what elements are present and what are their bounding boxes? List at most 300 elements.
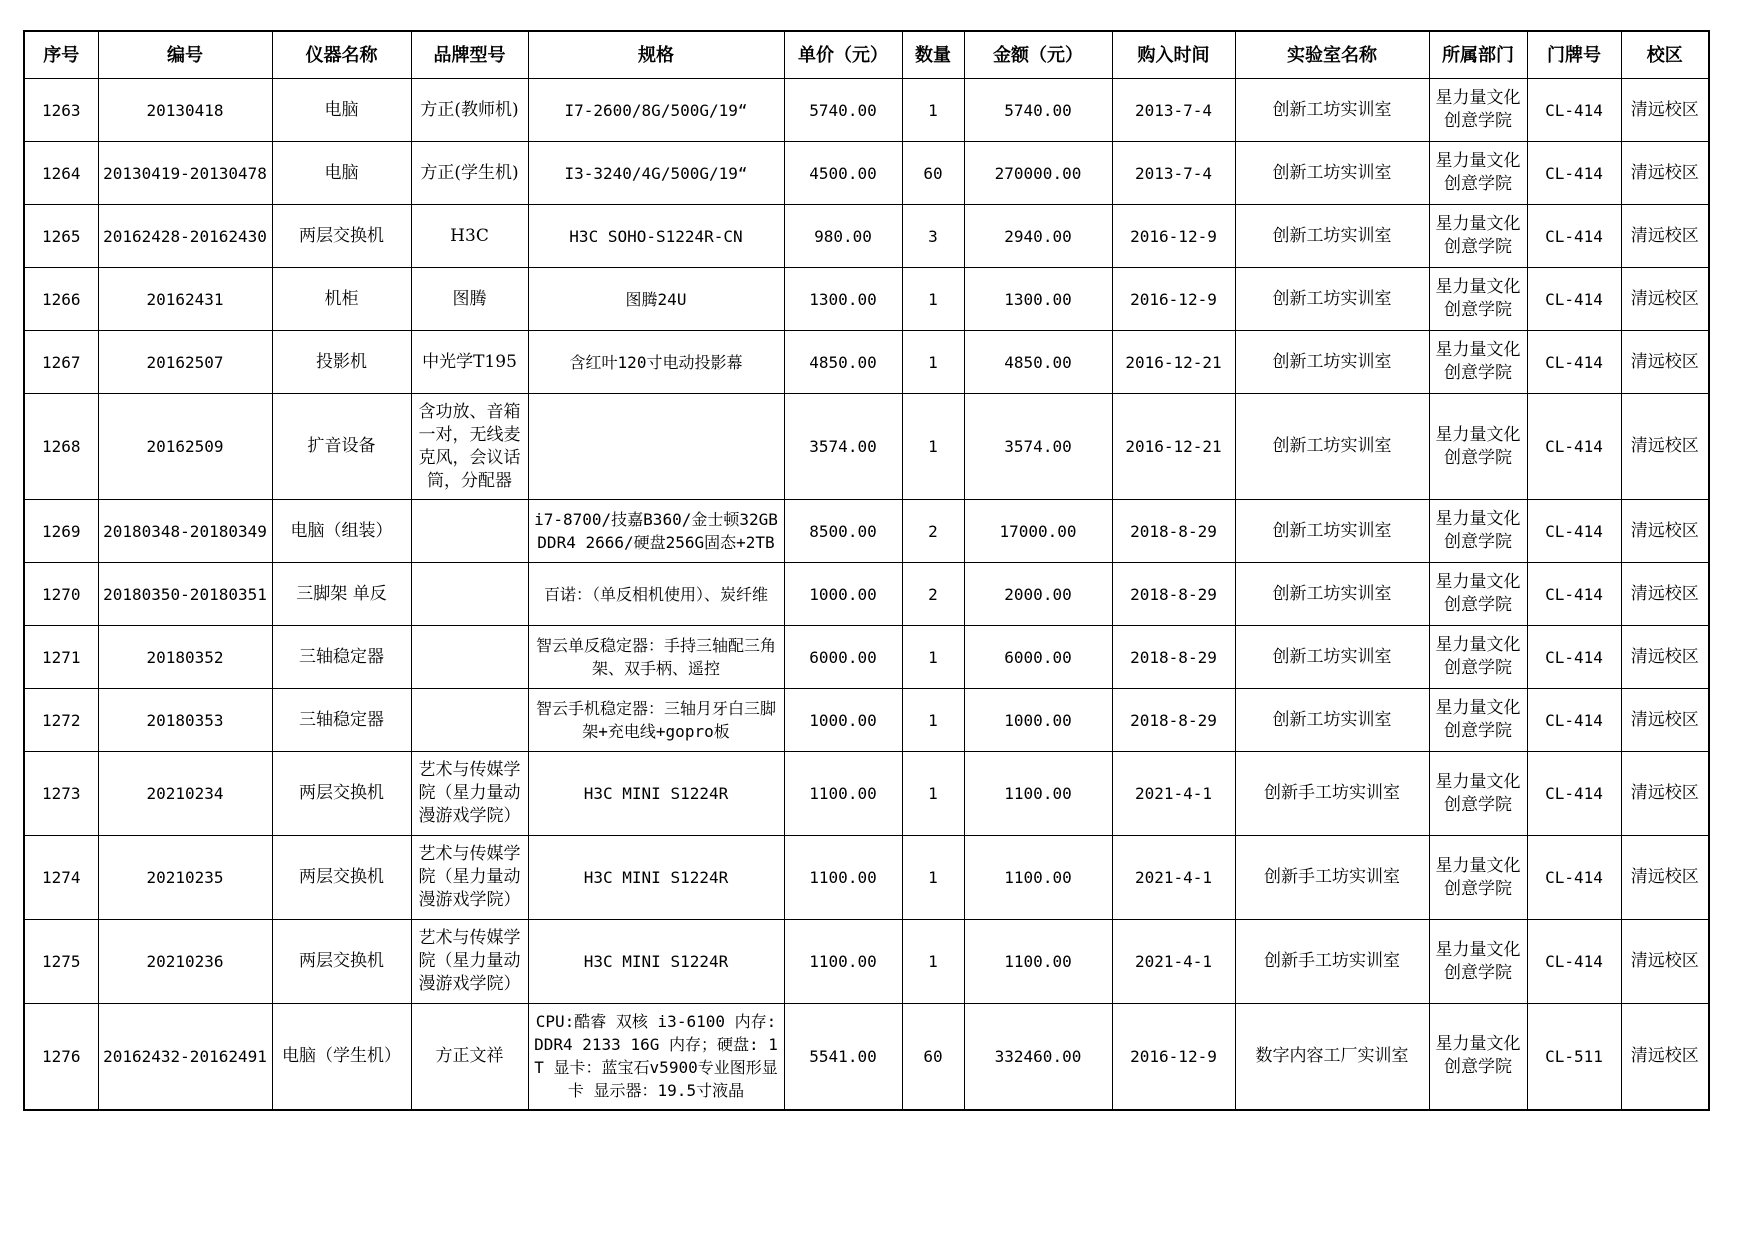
table-cell — [784, 142, 902, 205]
cell-text: 1100.00 — [809, 784, 877, 803]
table-row — [24, 79, 1709, 142]
table-cell — [528, 836, 784, 920]
header-cell: 实验室名称 — [1235, 31, 1429, 79]
table-cell — [1235, 1004, 1429, 1110]
cell-text: 创新工坊实训室 — [1272, 99, 1392, 120]
table-cell — [272, 500, 411, 563]
table-cell — [98, 920, 272, 1004]
table-cell — [528, 689, 784, 752]
cell-text: 20162432-20162491 — [103, 1046, 267, 1066]
table-cell — [1621, 563, 1709, 626]
table-cell — [1527, 205, 1621, 268]
cell-text: 星力量文化创意学院 — [1435, 424, 1521, 468]
cell-text: 60 — [923, 1046, 943, 1066]
table-cell — [902, 205, 964, 268]
cell-text: 1269 — [41, 521, 81, 541]
cell-text: CL-414 — [1545, 647, 1603, 667]
table-cell — [272, 689, 411, 752]
cell-text: 星力量文化创意学院 — [1435, 1034, 1521, 1078]
table-cell — [964, 205, 1112, 268]
table-cell — [24, 563, 98, 626]
table-row — [24, 563, 1709, 626]
cell-text: 创新工坊实训室 — [1272, 351, 1392, 372]
table-cell — [272, 331, 411, 394]
table-cell — [1235, 394, 1429, 500]
table-cell — [1235, 752, 1429, 836]
table-cell — [1112, 268, 1235, 331]
cell-text: 星力量文化创意学院 — [1435, 151, 1521, 194]
table-cell — [784, 563, 902, 626]
table-cell — [902, 920, 964, 1004]
cell-text: 含红叶120寸电动投影幕 — [569, 352, 743, 372]
table-cell — [98, 394, 272, 500]
table-cell — [1235, 205, 1429, 268]
table-cell — [1621, 626, 1709, 689]
cell-text: CL-414 — [1545, 584, 1603, 604]
cell-text: 星力量文化创意学院 — [1435, 855, 1521, 899]
table-cell — [1621, 142, 1709, 205]
cell-text: 2021-4-1 — [1134, 784, 1213, 803]
table-row — [24, 331, 1709, 394]
cell-text: 含功放、音箱一对，无线麦克风，会议话筒，分配器 — [418, 401, 521, 491]
table-cell — [98, 500, 272, 563]
equipment-table — [23, 30, 1710, 1111]
header-cell: 编号 — [98, 31, 272, 79]
table-cell — [1527, 142, 1621, 205]
cell-text: CPU:酷睿 双核 i3-6100 内存: DDR4 2133 16G 内存；硬盘: 1T 显卡：蓝宝石v5900专业图形显卡 显示器：19.5寸液晶 — [534, 1012, 778, 1101]
cell-text: 星力量文化创意学院 — [1435, 277, 1521, 320]
table-row — [24, 1004, 1709, 1110]
cell-text: 60 — [923, 163, 943, 183]
cell-text: 星力量文化创意学院 — [1435, 509, 1521, 552]
cell-text: 1272 — [41, 710, 81, 730]
table-cell — [24, 205, 98, 268]
table-cell — [1527, 79, 1621, 142]
table-cell — [902, 79, 964, 142]
cell-text: 6000.00 — [1004, 647, 1072, 667]
cell-text: 2016-12-9 — [1130, 289, 1217, 309]
cell-text: 创新手工坊实训室 — [1264, 867, 1400, 887]
table-cell — [1429, 268, 1527, 331]
cell-text: 1 — [928, 289, 938, 309]
table-cell — [1235, 331, 1429, 394]
cell-text: CL-414 — [1545, 437, 1603, 456]
cell-text: 创新手工坊实训室 — [1264, 783, 1400, 803]
table-cell — [411, 836, 528, 920]
table-cell — [1621, 689, 1709, 752]
table-row — [24, 752, 1709, 836]
cell-text: 4850.00 — [809, 352, 877, 372]
table-cell — [1527, 1004, 1621, 1110]
header-cell: 数量 — [902, 31, 964, 79]
cell-text: 1 — [928, 437, 938, 456]
table-cell — [272, 563, 411, 626]
table-cell — [784, 836, 902, 920]
table-cell — [1112, 689, 1235, 752]
cell-text: 三脚架 单反 — [296, 583, 387, 604]
table-cell — [1429, 626, 1527, 689]
cell-text: 清远校区 — [1630, 225, 1699, 246]
cell-text: 百诺：（单反相机使用）、炭纤维 — [543, 584, 768, 604]
cell-text: 1100.00 — [809, 868, 877, 887]
table-cell — [1621, 752, 1709, 836]
cell-text: 创新工坊实训室 — [1272, 288, 1392, 309]
cell-text: 清远校区 — [1630, 162, 1699, 183]
cell-text: 1273 — [41, 784, 81, 803]
cell-text: 2940.00 — [1004, 226, 1072, 246]
table-cell — [24, 920, 98, 1004]
table-cell — [1527, 626, 1621, 689]
table-cell — [24, 394, 98, 500]
cell-text: 2013-7-4 — [1134, 100, 1213, 120]
cell-text: 2013-7-4 — [1134, 163, 1213, 183]
table-cell — [964, 752, 1112, 836]
cell-text: 星力量文化创意学院 — [1435, 214, 1521, 257]
cell-text: 创新工坊实训室 — [1272, 520, 1392, 541]
cell-text: 20210236 — [146, 952, 224, 971]
table-cell — [1235, 689, 1429, 752]
cell-text: 清远校区 — [1630, 520, 1699, 541]
table-cell — [528, 268, 784, 331]
table-cell — [784, 268, 902, 331]
cell-text: 2018-8-29 — [1130, 584, 1217, 604]
cell-text: 1000.00 — [809, 584, 877, 604]
table-cell — [1112, 331, 1235, 394]
cell-text: 图腾24U — [625, 289, 687, 309]
table-cell — [528, 394, 784, 500]
cell-text: 2021-4-1 — [1134, 952, 1213, 971]
table-cell — [1429, 563, 1527, 626]
header-cell: 金额（元） — [964, 31, 1112, 79]
table-cell — [272, 142, 411, 205]
table-cell — [1112, 500, 1235, 563]
table-cell — [411, 626, 528, 689]
table-cell — [1429, 79, 1527, 142]
cell-text: 清远校区 — [1630, 867, 1699, 887]
cell-text: CL-414 — [1545, 163, 1603, 183]
table-cell — [98, 836, 272, 920]
cell-text: 1100.00 — [809, 952, 877, 971]
cell-text: 2016-12-9 — [1130, 1046, 1217, 1066]
table-cell — [24, 268, 98, 331]
table-cell — [98, 689, 272, 752]
table-cell — [1621, 920, 1709, 1004]
table-cell — [784, 205, 902, 268]
cell-text: 清远校区 — [1630, 1045, 1699, 1066]
table-cell — [411, 205, 528, 268]
cell-text: 方正(教师机) — [420, 99, 519, 120]
table-cell — [24, 752, 98, 836]
table-cell — [1235, 142, 1429, 205]
table-cell — [272, 394, 411, 500]
cell-text: 艺术与传媒学院（星力量动漫游戏学院） — [418, 760, 521, 826]
table-cell — [1429, 500, 1527, 563]
cell-text: 星力量文化创意学院 — [1435, 340, 1521, 383]
cell-text: 1268 — [41, 437, 81, 456]
table-cell — [1527, 689, 1621, 752]
cell-text: 2 — [928, 584, 938, 604]
table-cell — [1621, 1004, 1709, 1110]
table-cell — [411, 394, 528, 500]
table-cell — [272, 836, 411, 920]
cell-text: 创新工坊实训室 — [1272, 225, 1392, 246]
cell-text: 2016-12-21 — [1125, 352, 1222, 372]
table-cell — [411, 689, 528, 752]
cell-text: H3C — [450, 225, 489, 246]
cell-text: 清远校区 — [1630, 951, 1699, 971]
table-cell — [98, 1004, 272, 1110]
table-cell — [98, 79, 272, 142]
cell-text: 1 — [928, 784, 938, 803]
table-row — [24, 205, 1709, 268]
table-cell — [1621, 205, 1709, 268]
table-cell — [1527, 563, 1621, 626]
cell-text: 1100.00 — [1004, 868, 1072, 887]
cell-text: 20180348-20180349 — [103, 521, 267, 541]
table-cell — [24, 79, 98, 142]
cell-text: 清远校区 — [1630, 99, 1699, 120]
table-cell — [902, 394, 964, 500]
cell-text: 20130418 — [146, 100, 224, 120]
cell-text: 星力量文化创意学院 — [1435, 572, 1521, 615]
cell-text: 创新工坊实训室 — [1272, 646, 1392, 667]
table-row — [24, 836, 1709, 920]
cell-text: CL-414 — [1545, 226, 1603, 246]
cell-text: 20180353 — [146, 710, 224, 730]
table-cell — [964, 268, 1112, 331]
table-cell — [784, 331, 902, 394]
table-cell — [1527, 394, 1621, 500]
table-cell — [528, 920, 784, 1004]
table-cell — [1112, 79, 1235, 142]
cell-text: 扩音设备 — [307, 436, 376, 456]
cell-text: 清远校区 — [1630, 709, 1699, 730]
table-cell — [411, 500, 528, 563]
table-row — [24, 689, 1709, 752]
table-cell — [1527, 920, 1621, 1004]
table-cell — [1235, 79, 1429, 142]
cell-text: 2018-8-29 — [1130, 647, 1217, 667]
cell-text: CL-414 — [1545, 710, 1603, 730]
table-cell — [964, 626, 1112, 689]
table-cell — [24, 689, 98, 752]
table-cell — [98, 752, 272, 836]
cell-text: 1000.00 — [1004, 710, 1072, 730]
table-cell — [1235, 836, 1429, 920]
cell-text: 1100.00 — [1004, 952, 1072, 971]
cell-text: 机柜 — [324, 288, 359, 309]
cell-text: 艺术与传媒学院（星力量动漫游戏学院） — [418, 928, 521, 994]
cell-text: 1 — [928, 710, 938, 730]
table-cell — [784, 626, 902, 689]
table-cell — [1235, 920, 1429, 1004]
table-cell — [411, 268, 528, 331]
cell-text: 三轴稳定器 — [299, 709, 384, 730]
table-cell — [784, 752, 902, 836]
cell-text: 1270 — [41, 584, 81, 604]
cell-text: 1264 — [41, 163, 81, 183]
cell-text: H3C MINI S1224R — [583, 784, 729, 803]
cell-text: CL-511 — [1545, 1046, 1603, 1066]
table-cell — [1621, 268, 1709, 331]
table-row — [24, 142, 1709, 205]
cell-text: 3574.00 — [1004, 437, 1072, 456]
cell-text: 5541.00 — [809, 1046, 877, 1066]
cell-text: CL-414 — [1545, 784, 1603, 803]
table-cell — [98, 331, 272, 394]
cell-text: 创新工坊实训室 — [1272, 436, 1392, 456]
table-cell — [1621, 500, 1709, 563]
cell-text: 20162428-20162430 — [103, 226, 267, 246]
cell-text: 2021-4-1 — [1134, 868, 1213, 887]
cell-text: 星力量文化创意学院 — [1435, 635, 1521, 678]
cell-text: 清远校区 — [1630, 288, 1699, 309]
cell-text: 20162509 — [146, 437, 224, 456]
cell-text: 两层交换机 — [299, 867, 384, 887]
table-cell — [1621, 79, 1709, 142]
cell-text: 星力量文化创意学院 — [1435, 698, 1521, 741]
table-cell — [1429, 205, 1527, 268]
table-row — [24, 626, 1709, 689]
header-cell: 门牌号 — [1527, 31, 1621, 79]
header-cell: 购入时间 — [1112, 31, 1235, 79]
table-cell — [902, 1004, 964, 1110]
cell-text: 1267 — [41, 352, 81, 372]
table-cell — [1112, 836, 1235, 920]
table-cell — [902, 836, 964, 920]
cell-text: 4500.00 — [809, 163, 877, 183]
table-cell — [1429, 394, 1527, 500]
cell-text: 清远校区 — [1630, 783, 1699, 803]
cell-text: 1300.00 — [1004, 289, 1072, 309]
cell-text: 1265 — [41, 226, 81, 246]
table-cell — [1235, 268, 1429, 331]
table-cell — [902, 142, 964, 205]
table-cell — [784, 689, 902, 752]
table-cell — [98, 205, 272, 268]
header-cell: 规格 — [528, 31, 784, 79]
cell-text: 20162507 — [146, 352, 224, 372]
cell-text: 方正(学生机) — [420, 162, 519, 183]
table-cell — [1429, 331, 1527, 394]
cell-text: 2016-12-9 — [1130, 226, 1217, 246]
cell-text: 20130419-20130478 — [103, 163, 267, 183]
cell-text: 方正文祥 — [435, 1045, 504, 1066]
table-cell — [272, 205, 411, 268]
cell-text: 1263 — [41, 100, 81, 120]
cell-text: CL-414 — [1545, 100, 1603, 120]
cell-text: 20180350-20180351 — [103, 584, 267, 604]
cell-text: 332460.00 — [994, 1046, 1082, 1066]
table-cell — [964, 500, 1112, 563]
cell-text: H3C MINI S1224R — [583, 952, 729, 971]
table-cell — [902, 331, 964, 394]
table-cell — [24, 626, 98, 689]
table-cell — [964, 920, 1112, 1004]
table-cell — [528, 500, 784, 563]
table-cell — [1527, 752, 1621, 836]
cell-text: 1 — [928, 868, 938, 887]
cell-text: 创新工坊实训室 — [1272, 709, 1392, 730]
cell-text: H3C MINI S1224R — [583, 868, 729, 887]
table-cell — [1235, 563, 1429, 626]
table-cell — [902, 268, 964, 331]
cell-text: 20210235 — [146, 868, 224, 887]
table-cell — [272, 268, 411, 331]
cell-text: 艺术与传媒学院（星力量动漫游戏学院） — [418, 844, 521, 910]
table-cell — [1112, 142, 1235, 205]
table-cell — [528, 79, 784, 142]
cell-text: 智云手机稳定器：三轴月牙白三脚架+充电线+gopro板 — [535, 699, 776, 741]
table-cell — [1621, 394, 1709, 500]
cell-text: 2016-12-21 — [1125, 437, 1222, 456]
cell-text: 图腾 — [452, 288, 487, 309]
table-cell — [964, 331, 1112, 394]
cell-text: 2 — [928, 521, 938, 541]
cell-text: 电脑（组装） — [290, 520, 393, 541]
header-cell: 仪器名称 — [272, 31, 411, 79]
table-cell — [1527, 268, 1621, 331]
cell-text: 电脑 — [324, 99, 359, 120]
table-cell — [1235, 500, 1429, 563]
cell-text: 清远校区 — [1630, 436, 1699, 456]
cell-text: 创新工坊实训室 — [1272, 162, 1392, 183]
table-row — [24, 268, 1709, 331]
cell-text: 1 — [928, 952, 938, 971]
table-cell — [528, 563, 784, 626]
cell-text: 20180352 — [146, 647, 224, 667]
cell-text: 星力量文化创意学院 — [1435, 88, 1521, 131]
cell-text: 投影机 — [316, 351, 367, 372]
cell-text: 1300.00 — [809, 289, 877, 309]
cell-text: 5740.00 — [1004, 100, 1072, 120]
cell-text: 1 — [928, 647, 938, 667]
cell-text: CL-414 — [1545, 289, 1603, 309]
cell-text: 1000.00 — [809, 710, 877, 730]
header-cell: 所属部门 — [1429, 31, 1527, 79]
table-cell — [964, 1004, 1112, 1110]
cell-text: 3 — [928, 226, 938, 246]
table-cell — [784, 79, 902, 142]
table-cell — [528, 752, 784, 836]
table-cell — [1112, 1004, 1235, 1110]
cell-text: 电脑（学生机） — [282, 1045, 401, 1066]
cell-text: 三轴稳定器 — [299, 646, 384, 667]
table-cell — [902, 752, 964, 836]
table-body — [24, 79, 1709, 1110]
table-cell — [1429, 836, 1527, 920]
table-cell — [528, 331, 784, 394]
table-row — [24, 394, 1709, 500]
table-cell — [272, 752, 411, 836]
table-cell — [24, 142, 98, 205]
header-row — [24, 31, 1709, 79]
table-cell — [1621, 331, 1709, 394]
cell-text: 星力量文化创意学院 — [1435, 771, 1521, 815]
table-cell — [1527, 500, 1621, 563]
table-cell — [24, 500, 98, 563]
header-cell: 品牌型号 — [411, 31, 528, 79]
table-cell — [1429, 142, 1527, 205]
table-row — [24, 920, 1709, 1004]
table-cell — [528, 205, 784, 268]
cell-text: 20210234 — [146, 784, 224, 803]
cell-text: CL-414 — [1545, 952, 1603, 971]
table-cell — [411, 1004, 528, 1110]
table-cell — [902, 689, 964, 752]
cell-text: CL-414 — [1545, 521, 1603, 541]
table-cell — [1112, 563, 1235, 626]
